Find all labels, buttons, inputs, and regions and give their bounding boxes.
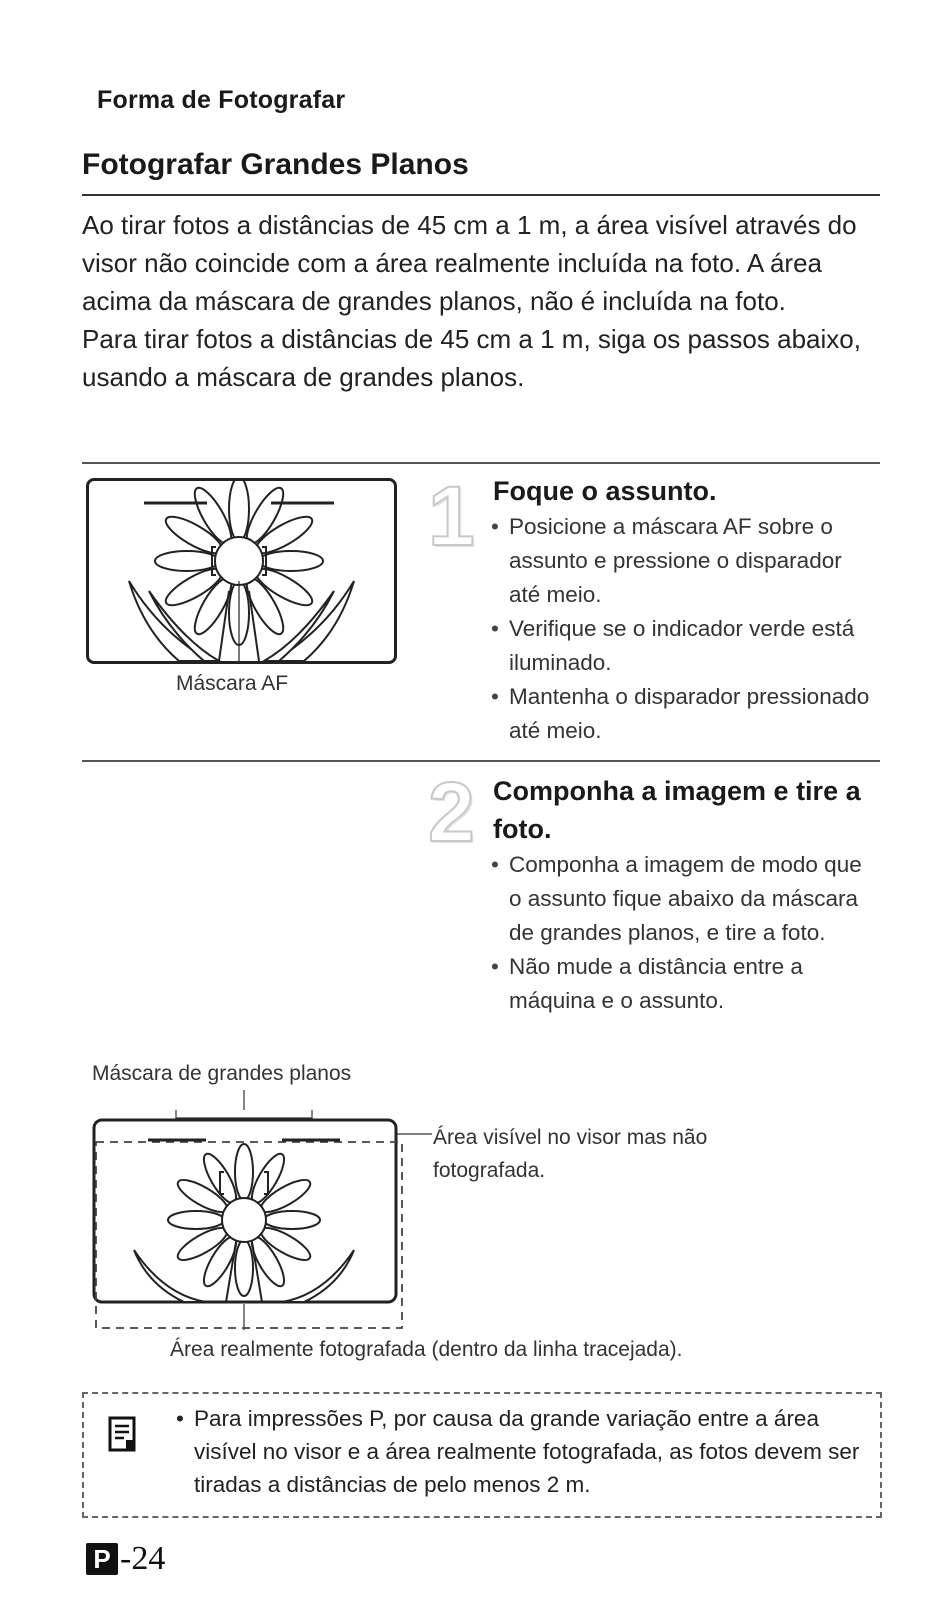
title-divider [82, 194, 880, 196]
list-item: • Posicione a máscara AF sobre o assunto e pressione o disparador até meio. [491, 510, 876, 612]
step2-divider [82, 760, 880, 762]
list-item: • Componha a imagem de modo que o assunto fique abaixo da máscara de grandes planos, e tire a foto. [491, 848, 876, 950]
note-text [176, 1402, 876, 1501]
visible-not-photographed-label: Área visível no visor mas não fotografada. [433, 1126, 708, 1182]
step-2-number: 2 [428, 765, 475, 859]
section-header: Forma de Fotografar [97, 86, 346, 114]
list-item: • Não mude a distância entre a máquina e o assunto. [491, 950, 876, 1018]
list-item: • Mantenha o disparador pressionado até meio. [491, 680, 876, 748]
page-badge: P [86, 1543, 118, 1575]
intro-text [82, 206, 882, 396]
af-mask-caption: Máscara AF [176, 672, 289, 695]
step1-divider [82, 462, 880, 464]
viewfinder-figure-af [86, 478, 397, 664]
note-box [82, 1392, 882, 1518]
step-1-number: 1 [428, 469, 475, 563]
flower-illustration [89, 481, 394, 661]
note-item: • Para impressões P, por causa da grande variação entre a área visível no visor e a área realmente fotografada, as fotos devem ser tiradas a distâncias de pelo menos 2 m. [176, 1402, 876, 1501]
step-2-title: Componha a imagem e tire a foto. [493, 776, 861, 844]
memo-icon [108, 1416, 138, 1454]
intro-paragraph-1: Ao tirar fotos a distâncias de 45 cm a 1 m, a área visível através do visor não coincide com a área realmente incluída na foto. A área acima da máscara de grandes planos, não é incluída na foto. [82, 210, 857, 316]
step-1-bullets [491, 510, 876, 748]
page-digits: -24 [120, 1540, 166, 1577]
page-number [86, 1540, 165, 1578]
page-title: Fotografar Grandes Planos [82, 148, 469, 181]
step-2-bullets [491, 848, 876, 1018]
step-1-title: Foque o assunto. [493, 476, 717, 506]
viewfinder-figure-close-up [86, 1090, 432, 1330]
list-item: • Verifique se o indicador verde está iluminado. [491, 612, 876, 680]
close-up-mask-label: Máscara de grandes planos [92, 1062, 352, 1085]
photographed-area-label: Área realmente fotografada (dentro da linha tracejada). [170, 1338, 683, 1361]
intro-paragraph-2: Para tirar fotos a distâncias de 45 cm a 1 m, siga os passos abaixo, usando a máscara de grandes planos. [82, 324, 861, 392]
